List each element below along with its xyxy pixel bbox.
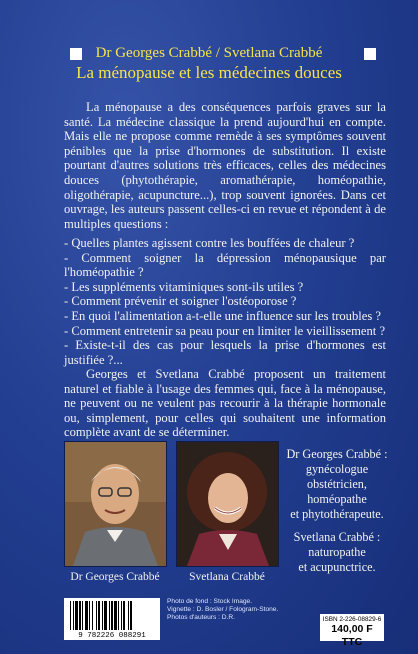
bio-line: homéopathe <box>307 492 367 506</box>
bio-svetlana <box>282 530 392 575</box>
question-item: - Existe-t-il des cas pour lesquels la prise d'hormones est justifiée ?... <box>64 338 386 367</box>
bio-georges <box>282 447 392 522</box>
question-item: - Comment soigner la dépression ménopausique par l'homéopathie ? <box>64 250 386 280</box>
photo-georges-crabbe <box>64 441 167 567</box>
question-item: - Comment entretenir sa peau pour en limiter le vieillissement ? <box>64 323 386 338</box>
bio-line: naturopathe <box>308 545 366 559</box>
bio-line: Svetlana Crabbé : <box>293 530 381 544</box>
barcode <box>64 598 160 640</box>
question-list <box>64 236 386 367</box>
question-item: - Comment prévenir et soigner l'ostéoporose ? <box>64 294 297 309</box>
bio-line: gynécologue <box>305 462 369 476</box>
bio-line: et acupunctrice. <box>298 560 376 574</box>
caption-svetlana: Svetlana Crabbé <box>189 571 265 583</box>
isbn: ISBN 2-226-08829-6 <box>322 616 382 623</box>
price-box <box>320 614 384 648</box>
credit-line: Vignette : D. Bosler / Fologram-Stone. <box>167 606 279 613</box>
conclusion-text: Georges et Svetlana Crabbé proposent un traitement naturel et fiable à l'usage des femmes qui, face à la ménopause, ne peuvent ou ne veulent pas recourir à la thérapie hormonale ou, simplement, pour celles qui souhaitent une information complète avant de se déterminer. <box>64 367 386 440</box>
bio-line: obstétricien, <box>307 477 367 491</box>
intro-paragraph <box>64 100 386 231</box>
credit-line: Photo de fond : Stock Image. <box>167 598 253 605</box>
bio-line: et phytothérapeute. <box>290 507 384 521</box>
question-item: - Les suppléments vitaminiques sont-ils utiles ? <box>64 279 304 294</box>
book-title: La ménopause et les médecines douces <box>76 63 342 82</box>
intro-text: La ménopause a des conséquences parfois graves sur la santé. La médecine classique la prend aujourd'hui en compte. Mais elle ne propose comme remède à ses symptômes souvent pénibles que la prise d'hormones de substitution. Il existe pourtant d'autres solutions très efficaces, celles des médecines douces (phytothérapie, aromathérapie, homéopathie, oligothérapie, acupuncture...), trop souvent ignorées. Dans cet ouvrage, les auteurs passent celles-ci en revue et répondent à de multiples questions : <box>64 100 386 231</box>
bio-line: Dr Georges Crabbé : <box>286 447 388 461</box>
conclusion-paragraph <box>64 367 386 440</box>
caption-georges: Dr Georges Crabbé <box>70 571 160 583</box>
question-item: - Quelles plantes agissent contre les bouffées de chaleur ? <box>64 236 355 250</box>
barcode-number: 9 782226 088291 <box>64 632 160 640</box>
header <box>0 44 418 83</box>
photo-credits <box>167 598 278 622</box>
authors-line: Dr Georges Crabbé / Svetlana Crabbé <box>95 45 323 61</box>
credit-line: Photos d'auteurs : D.R. <box>167 614 235 621</box>
photo-svetlana-crabbe <box>176 441 279 567</box>
barcode-bars <box>64 598 160 632</box>
price: 140,00 F TTC <box>331 623 373 648</box>
question-item: - En quoi l'alimentation a-t-elle une influence sur les troubles ? <box>64 308 382 323</box>
